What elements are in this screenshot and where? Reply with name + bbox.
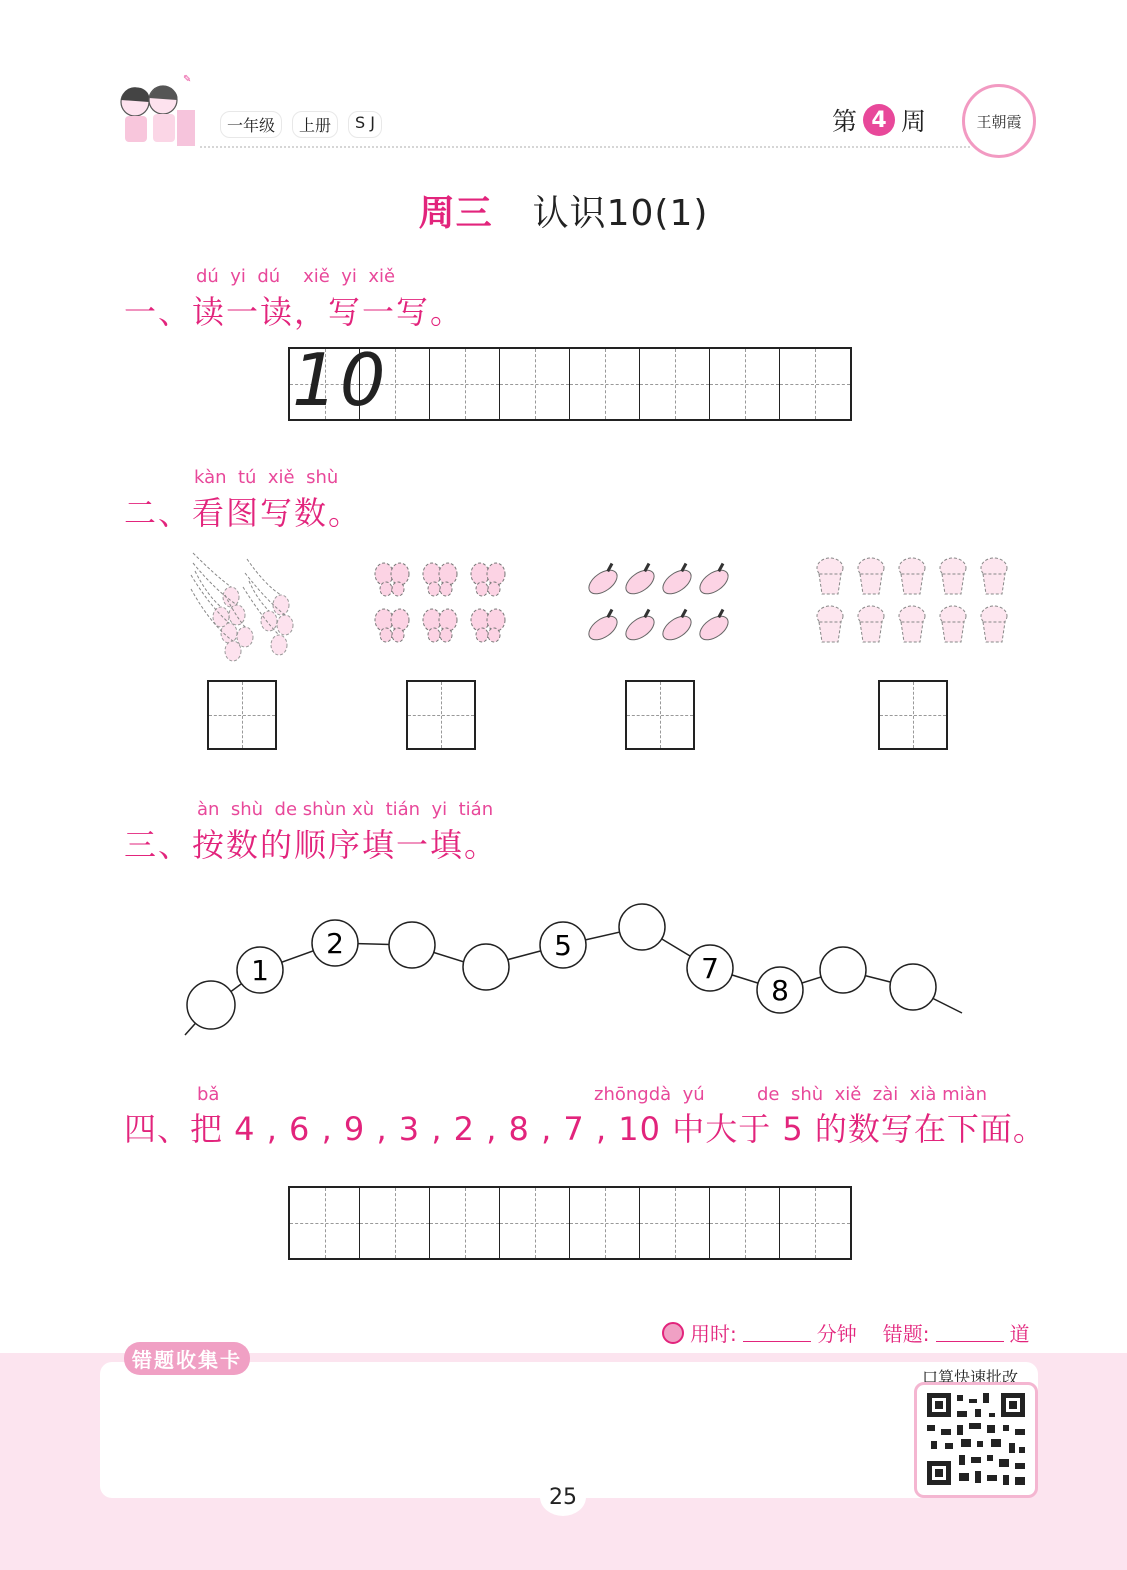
time-label: 用时: (690, 1322, 737, 1346)
writing-cell[interactable] (640, 1188, 710, 1258)
cupcake-icon (817, 606, 843, 642)
writing-cell[interactable] (780, 349, 850, 419)
q4-pinyin-ba: bǎ (197, 1084, 220, 1105)
week-prefix: 第 (832, 107, 858, 136)
brand-text: 王朝霞 (976, 112, 1022, 131)
bead-blank[interactable] (389, 922, 435, 968)
svg-text:✎: ✎ (183, 74, 192, 85)
q1-pinyin: dú yi dú xiě yi xiě (196, 266, 396, 287)
bead-filled (540, 922, 586, 968)
bead-blank[interactable] (820, 947, 866, 993)
card-label: 错题收集卡 (124, 1342, 250, 1375)
bead-blank[interactable] (619, 904, 665, 950)
bead-number: 7 (701, 952, 719, 985)
writing-cell[interactable] (710, 349, 780, 419)
butterfly-icon (471, 609, 505, 642)
writing-cell[interactable] (710, 1188, 780, 1258)
answer-box-cupcakes[interactable] (878, 680, 948, 750)
cupcake-group (810, 552, 1015, 652)
bead-filled (687, 945, 733, 991)
time-unit: 分钟 (816, 1322, 857, 1346)
title-day: 周三 (418, 193, 493, 234)
writing-cell[interactable] (290, 1188, 360, 1258)
writing-cell[interactable] (640, 349, 710, 419)
week-indicator (832, 102, 926, 138)
bead-filled (757, 967, 803, 1013)
eggplant-group (585, 558, 735, 650)
edition-tag: S J (348, 111, 382, 138)
stopwatch-icon (662, 1322, 684, 1344)
page-title (0, 185, 1127, 236)
balloon-icon (229, 605, 245, 625)
q1-heading: 一、读一读，写一写。 (124, 293, 465, 331)
mistake-collection-card[interactable] (100, 1362, 1038, 1498)
q3-pinyin: àn shù de shùn xù tián yi tián (197, 799, 494, 820)
q2-heading: 二、看图写数。 (124, 494, 363, 532)
cupcake-icon (899, 558, 925, 594)
eggplant-icon (585, 563, 623, 598)
time-blank[interactable] (743, 1323, 811, 1342)
q4-pinyin-zhongdayu: zhōngdà yú (594, 1084, 705, 1105)
writing-cell[interactable] (430, 349, 500, 419)
eggplant-icon (695, 609, 734, 644)
answer-box-eggplants[interactable] (625, 680, 695, 750)
writing-cell[interactable] (500, 349, 570, 419)
volume-tag: 上册 (292, 111, 338, 138)
balloon-group (185, 545, 305, 665)
header-divider (200, 146, 970, 148)
cupcake-icon (858, 558, 884, 594)
cupcake-icon (940, 558, 966, 594)
butterfly-icon (423, 609, 457, 642)
butterfly-icon (471, 563, 505, 596)
cupcake-icon (981, 558, 1007, 594)
cupcake-icon (940, 606, 966, 642)
balloon-icon (223, 587, 239, 607)
butterfly-icon (375, 609, 409, 642)
q3-heading: 三、按数的顺序填一填。 (124, 826, 499, 864)
eggplant-icon (585, 609, 623, 644)
q4-writing-grid (288, 1186, 852, 1260)
bead-number: 2 (326, 927, 344, 960)
butterfly-group (370, 558, 510, 648)
bead-blank[interactable] (463, 944, 509, 990)
bead-number: 5 (554, 929, 572, 962)
grade-tags (220, 111, 382, 138)
eggplant-icon (658, 563, 697, 598)
page-number: 25 (540, 1478, 586, 1516)
bead-chain (180, 895, 970, 1040)
grade-tag: 一年级 (220, 111, 282, 138)
week-suffix: 周 (901, 107, 927, 136)
eggplant-icon (695, 563, 734, 598)
bead-number: 1 (251, 954, 269, 987)
balloon-icon (271, 635, 287, 655)
answer-box-balloons[interactable] (207, 680, 277, 750)
q4-heading: 四、把 4 , 6 , 9 , 3 , 2 , 8 , 7 , 10 中大于 5 的数写在下面。 (124, 1110, 1046, 1148)
balloon-icon (237, 627, 253, 647)
time-record (662, 1318, 1030, 1347)
balloon-icon (225, 641, 241, 661)
error-unit: 道 (1009, 1322, 1030, 1346)
brand-logo (962, 84, 1036, 158)
title-topic: 认识10(1) (532, 193, 709, 234)
kids-illustration (105, 70, 205, 155)
cupcake-icon (899, 606, 925, 642)
error-blank[interactable] (936, 1323, 1004, 1342)
q4-pinyin-deshu: de shù xiě zài xià miàn (757, 1084, 988, 1105)
bead-filled (237, 947, 283, 993)
writing-cell[interactable] (500, 1188, 570, 1258)
eggplant-icon (658, 609, 697, 644)
cupcake-icon (817, 558, 843, 594)
q2-pinyin: kàn tú xiě shù (194, 467, 339, 488)
q1-sample-number: 10 (292, 338, 388, 422)
writing-cell[interactable] (780, 1188, 850, 1258)
balloon-icon (277, 615, 293, 635)
answer-box-butterflies[interactable] (406, 680, 476, 750)
error-label: 错题: (882, 1322, 930, 1346)
eggplant-icon (621, 563, 660, 598)
writing-cell[interactable] (570, 349, 640, 419)
balloon-icon (261, 611, 277, 631)
butterfly-icon (375, 563, 409, 596)
bead-filled (312, 920, 358, 966)
bead-number: 8 (771, 974, 789, 1007)
bead-blank[interactable] (187, 981, 235, 1029)
cupcake-icon (981, 606, 1007, 642)
butterfly-icon (423, 563, 457, 596)
writing-cell[interactable] (570, 1188, 640, 1258)
writing-cell[interactable] (360, 1188, 430, 1258)
week-number-badge: 4 (863, 104, 895, 136)
qr-label: 口算快速批改 (922, 1368, 1019, 1387)
qr-code[interactable] (914, 1382, 1038, 1498)
bead-blank[interactable] (890, 964, 936, 1010)
eggplant-icon (621, 609, 660, 644)
writing-cell[interactable] (430, 1188, 500, 1258)
cupcake-icon (858, 606, 884, 642)
